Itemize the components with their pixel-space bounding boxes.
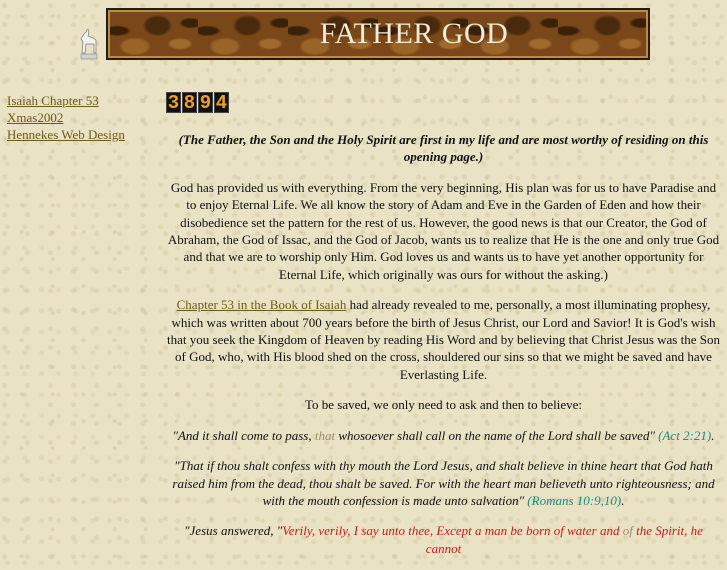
jesus-words-b: the Spirit, he cannot	[425, 523, 703, 556]
counter-digit: 4	[215, 91, 228, 114]
scripture-reference-romans: (Romans 10:9,10)	[527, 492, 622, 508]
quote-acts-end: .	[711, 427, 715, 443]
quote-romans-end: .	[621, 492, 625, 508]
paragraph-to-be-saved: To be saved, we only need to ask and then to believe:	[304, 397, 583, 413]
nav-link-isaiah-chapter-53[interactable]: Isaiah Chapter 53	[7, 93, 99, 108]
sidebar-nav	[7, 92, 125, 143]
main-content	[165, 131, 722, 570]
counter-digit: 8	[183, 91, 196, 114]
quote-acts-text-b: whosoever shall call on the name of the Lord shall be saved"	[335, 427, 659, 443]
scripture-reference-acts: (Act 2:21)	[658, 427, 712, 443]
paragraph-isaiah	[165, 296, 722, 383]
isaiah-chapter-link[interactable]: Chapter 53 in the Book of Isaiah	[176, 297, 347, 313]
quote-john-muted-word: of	[622, 523, 633, 539]
quote-acts	[165, 427, 722, 444]
counter-digit: 3	[167, 91, 180, 114]
nav-link-hennekes-web-design[interactable]: Hennekes Web Design	[7, 127, 125, 142]
paragraph-isaiah-text: had already revealed to me, personally, a most illuminating prophesy, which was written about 700 years before the birth of Jesus Christ, our Lord and Savior! It is God's wish that you seek the Kingdom of Heaven by reading His Word and by believing that Christ Jesus was the Son of God, who, with His blood shed on the cross, shouldered our sins so that we might be saved and have Everlasting Life.	[167, 297, 720, 382]
quote-romans	[165, 457, 722, 509]
horse-statue-icon	[78, 28, 100, 60]
counter-digit: 9	[199, 91, 212, 114]
hit-counter	[166, 92, 229, 113]
quote-john-text: "Jesus answered, "	[184, 523, 283, 539]
banner	[106, 8, 650, 60]
nav-link-xmas2002[interactable]: Xmas2002	[7, 110, 64, 125]
quote-acts-muted-word: that	[314, 427, 336, 443]
page-title: FATHER GOD	[319, 17, 509, 50]
jesus-words-a: Verily, verily, I say unto thee, Except a man be born of water and	[282, 523, 623, 539]
paragraph-gods-plan: God has provided us with everything. From the very beginning, His plan was for us to have Paradise and to enjoy Eternal Life. We all know the story of Adam and Eve in the Garden of Eden and how their disobedience set the pattern for the rest of us. However, the good news is that our Creator, the God of Abraham, the God of Issac, and the God of Jacob, wants us to realize that He is the one and only true God and that we are to worship only Him. God loves us and wants us to have yet another opportunity for Eternal Life, which originally was ours for without the asking.)	[167, 179, 720, 282]
intro-statement: (The Father, the Son and the Holy Spirit are first in my life and are most worthy of residing on this opening page.)	[178, 132, 709, 165]
quote-acts-text-a: "And it shall come to pass,	[172, 427, 315, 443]
quote-romans-text: "That if thou shalt confess with thy mouth the Lord Jesus, and shalt believe in thine heart that God hath raised him from the dead, thou shalt be saved. For with the heart man believeth unto righteousness; and with the mouth confession is made unto salvation"	[172, 458, 715, 508]
quote-john	[165, 522, 722, 557]
